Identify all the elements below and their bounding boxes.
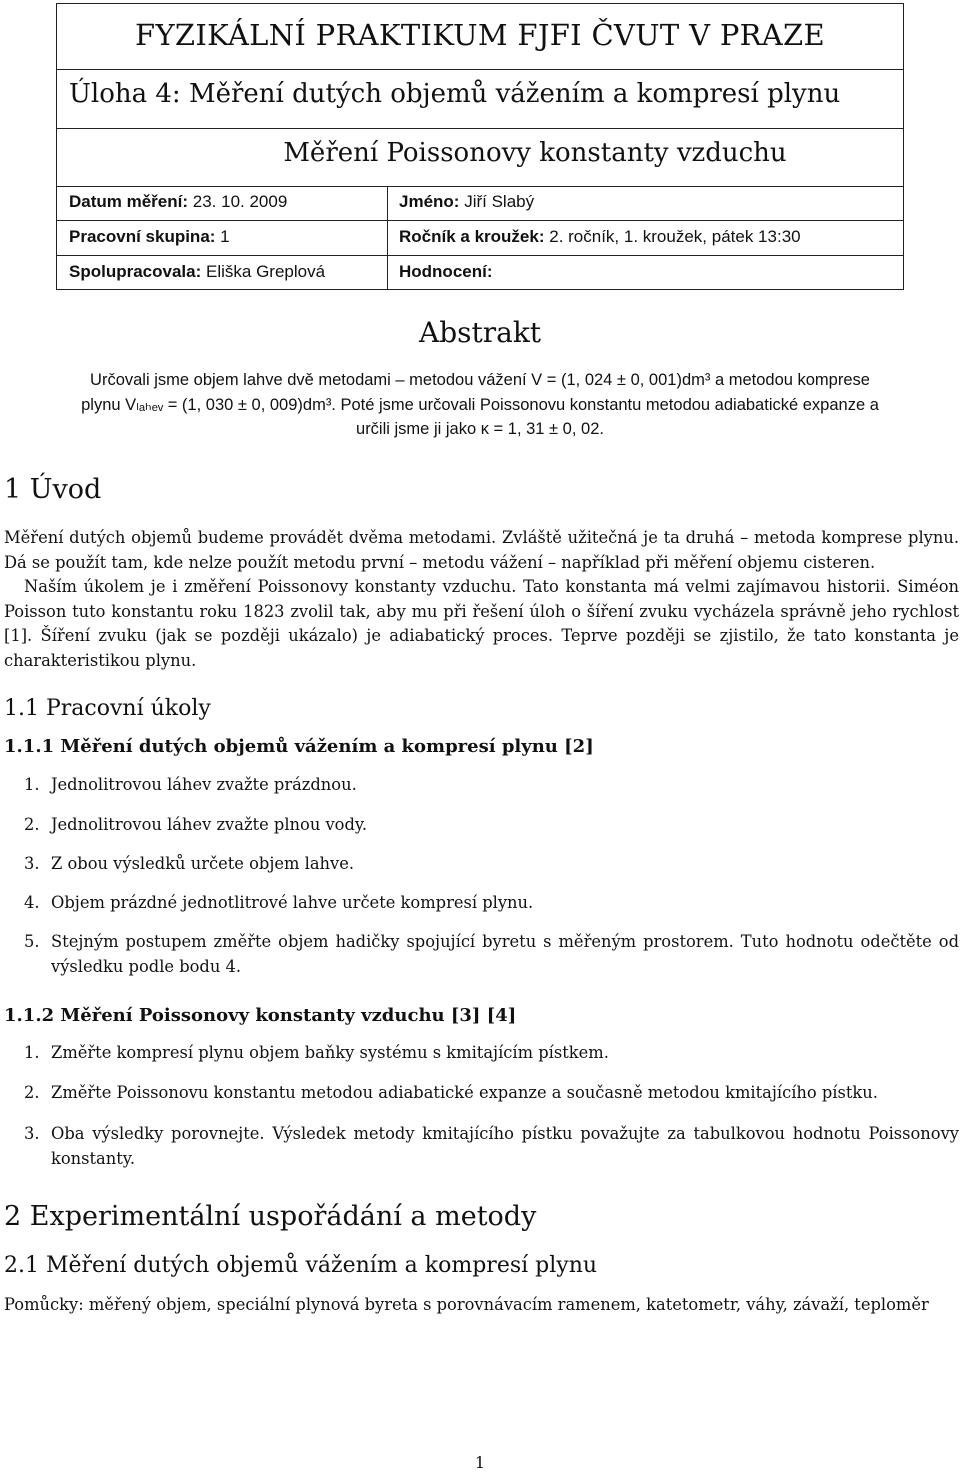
year-cell (399, 227, 801, 247)
section-heading: 1 Úvod (4, 474, 102, 505)
divider (57, 186, 903, 187)
divider (57, 128, 903, 129)
name-value: Jiří Slabý (464, 192, 535, 211)
list-text: Změřte kompresí plynu objem baňky systému s kmitajícím pístkem. (51, 1043, 609, 1062)
group-value: 1 (220, 227, 230, 246)
divider (57, 69, 903, 70)
date-label: Datum měření: (69, 192, 189, 211)
name-cell (399, 192, 534, 212)
vertical-divider (387, 186, 388, 289)
coworker-label: Spolupracovala: (69, 262, 202, 281)
list-number: 2. (24, 1083, 40, 1102)
coworker-value: Eliška Greplová (206, 262, 326, 281)
date-value: 23. 10. 2009 (192, 192, 288, 211)
abstract-text (0, 368, 960, 442)
section-heading: 2 Experimentální uspořádání a metody (4, 1201, 537, 1232)
paragraph: Měření dutých objemů budeme provádět dvěma metodami. Zvláště užitečná je ta druhá – metoda komprese plynu. Dá se použít tam, kde nelze použít metodu první – metodu vážení – například při měření objemu cisteren. (4, 528, 959, 572)
list-text: Oba výsledky porovnejte. Výsledek metody kmitajícího pístku považujte za tabulkovou hodnotu Poissonovy konstanty. (51, 1124, 959, 1168)
paragraph: Naším úkolem je i změření Poissonovy konstanty vzduchu. Tato konstanta má velmi zajímavou historii. Siméon Poisson tuto konstantu roku 1823 zvolil tak, aby mu při řešení úloh o šíření zvuku vycházela správně jeho rychlost [1]. Šíření zvuku (jak se později ukázalo) je adiabatický proces. Teprve později se zjistilo, že tato konstanta je charakteristikou plynu. (4, 577, 959, 670)
page-number: 1 (474, 1453, 486, 1472)
date-cell (69, 192, 287, 212)
list-text: Stejným postupem změřte objem hadičky spojující byretu s měřeným prostorem. Tuto hodnotu odečtěte od výsledku podle bodu 4. (51, 932, 959, 976)
divider (57, 220, 903, 221)
group-cell (69, 227, 230, 247)
grade-label: Hodnocení: (399, 262, 493, 281)
name-label: Jméno: (399, 192, 460, 211)
list-number: 4. (24, 893, 40, 912)
subtitle: Měření Poissonovy konstanty vzduchu (283, 138, 787, 168)
list-number: 1. (24, 1043, 40, 1062)
divider (57, 255, 903, 256)
list-text: Jednolitrovou láhev zvažte prázdnou. (51, 775, 357, 794)
year-label: Ročník a kroužek: (399, 227, 545, 246)
list-number: 2. (24, 815, 40, 834)
list-text: Objem prázdné jednotlitrové lahve určete kompresí plynu. (51, 893, 534, 912)
list-number: 5. (24, 932, 40, 951)
abstract-line: Určovali jsme objem lahve dvě metodami – metodou vážení V = (1, 024 ± 0, 001)dm³ a metodou komprese (90, 371, 870, 389)
abstract-line: plynu Vₗₐₕₑᵥ = (1, 030 ± 0, 009)dm³. Poté jsme určovali Poissonovu konstantu metodou adiabatické expanze a (81, 395, 879, 414)
subsection-heading: 2.1 Měření dutých objemů vážením a kompresí plynu (4, 1253, 598, 1278)
abstract-title: Abstrakt (418, 316, 542, 349)
coworker-cell (69, 262, 325, 282)
task-title: Úloha 4: Měření dutých objemů vážením a kompresí plynu (69, 79, 841, 109)
group-label: Pracovní skupina: (69, 227, 216, 246)
subsubsection-heading: 1.1.2 Měření Poissonovy konstanty vzduchu [3] [4] (4, 1005, 517, 1026)
abstract-line: určili jsme ji jako κ = 1, 31 ± 0, 02. (356, 420, 604, 438)
list-text: Změřte Poissonovu konstantu metodou adiabatické expanze a současně metodou kmitajícího pístku. (51, 1083, 878, 1102)
year-value: 2. ročník, 1. kroužek, pátek 13:30 (549, 227, 801, 246)
list-number: 3. (24, 854, 40, 873)
list-text: Jednolitrovou láhev zvažte plnou vody. (51, 815, 368, 834)
subsection-heading: 1.1 Pracovní úkoly (4, 696, 211, 721)
tools-paragraph: Pomůcky: měřený objem, speciální plynová byreta s porovnávacím ramenem, katetometr, váhy, závaží, teploměr (4, 1295, 929, 1314)
list-number: 3. (24, 1124, 40, 1143)
document-title: FYZIKÁLNÍ PRAKTIKUM FJFI ČVUT V PRAZE (135, 18, 825, 52)
list-text: Z obou výsledků určete objem lahve. (51, 854, 355, 873)
list-number: 1. (24, 775, 40, 794)
subsubsection-heading: 1.1.1 Měření dutých objemů vážením a kompresí plynu [2] (4, 736, 594, 757)
grade-cell (399, 262, 493, 282)
header-box (56, 3, 904, 290)
